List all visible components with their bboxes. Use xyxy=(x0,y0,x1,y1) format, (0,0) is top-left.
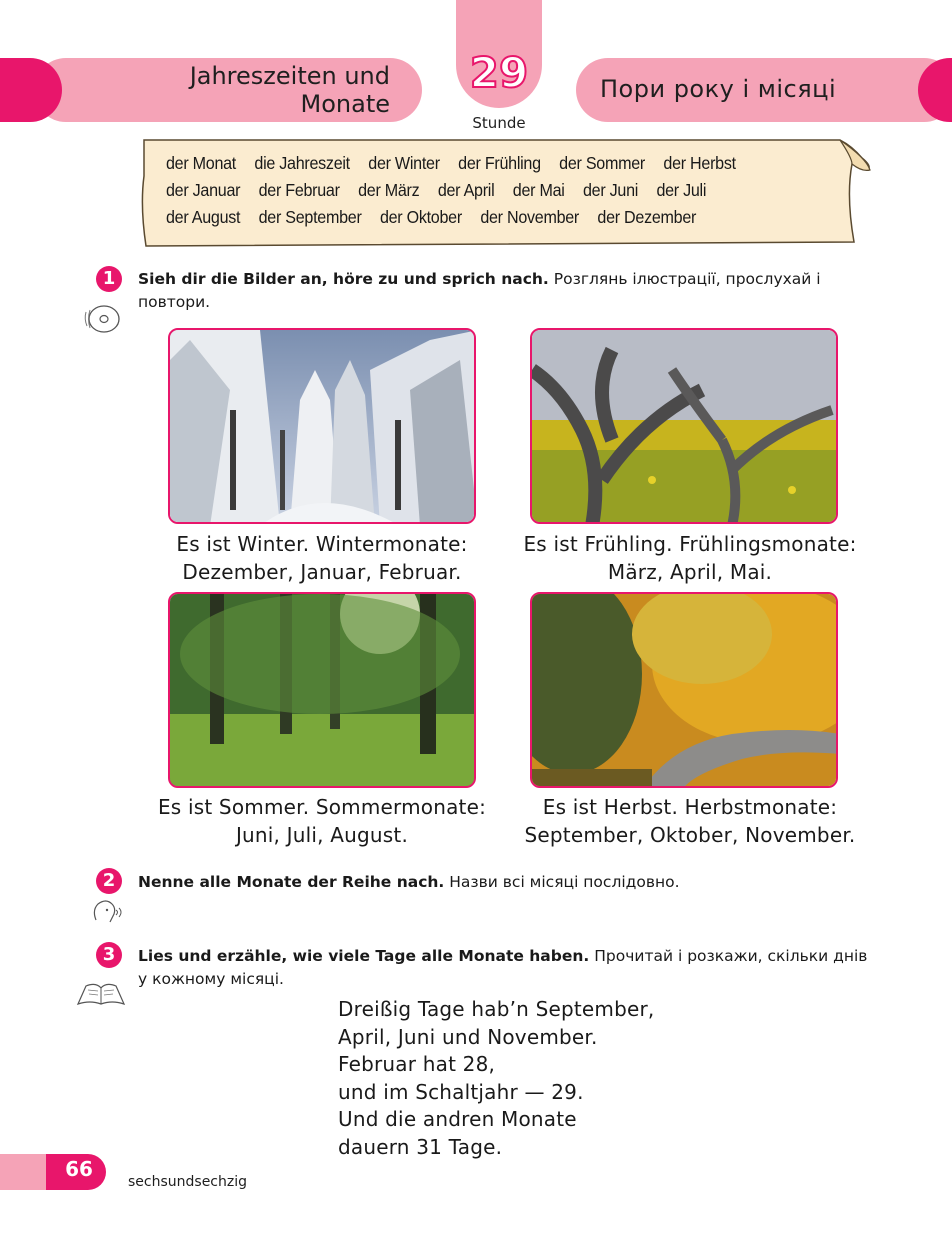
cd-icon[interactable] xyxy=(82,302,124,336)
poem-line: Dreißig Tage hab’n September, xyxy=(338,997,655,1021)
vocab-word: der Juli xyxy=(656,180,707,200)
exercise-1-instruction-de: Sieh dir die Bilder an, höre zu und sprich nach. xyxy=(138,270,549,288)
poem-line: April, Juni und November. xyxy=(338,1024,598,1049)
autumn-photo xyxy=(530,592,838,788)
winter-photo xyxy=(168,328,476,524)
open-book-icon[interactable] xyxy=(76,978,126,1008)
speaking-head-icon[interactable] xyxy=(90,898,124,926)
exercise-2-instruction-uk: Назви всі місяці послідовно. xyxy=(449,873,680,891)
lesson-number: 29 xyxy=(469,48,529,97)
exercise-3-instruction-de: Lies und erzähle, wie viele Tage alle Monate haben. xyxy=(138,947,590,965)
spring-photo xyxy=(530,328,838,524)
vocab-word: der April xyxy=(437,180,495,200)
page-number: 66 xyxy=(65,1157,93,1181)
poem-line: Und die andren Monate xyxy=(338,1107,577,1131)
exercise-3-badge: 3 xyxy=(96,942,122,968)
exercise-1-badge: 1 xyxy=(96,266,122,292)
vocab-word: der Dezember xyxy=(597,207,697,227)
vocab-word: der Juni xyxy=(582,180,639,200)
vocab-word: der Monat xyxy=(166,153,237,173)
exercise-2-instruction xyxy=(138,871,878,894)
lesson-label: Stunde xyxy=(472,114,526,132)
vocab-word: der Herbst xyxy=(663,153,736,173)
vocabulary-row xyxy=(166,177,792,204)
poem-line: und im Schaltjahr — 29. xyxy=(338,1079,584,1104)
poem-line: Februar hat 28, xyxy=(338,1052,496,1076)
poem-line: dauern 31 Tage. xyxy=(338,1134,503,1159)
vocabulary-row xyxy=(166,150,792,177)
vocab-word: der August xyxy=(166,207,241,227)
vocab-word: der Winter xyxy=(368,153,440,173)
vocabulary-scroll xyxy=(140,136,876,250)
vocab-word: der Mai xyxy=(512,180,565,200)
header-left-banner xyxy=(34,58,422,122)
page-title-uk: Пори року і місяці xyxy=(600,75,837,103)
exercise-3-instruction xyxy=(138,945,878,991)
exercise-1-instruction xyxy=(138,268,878,314)
exercise-2-instruction-de: Nenne alle Monate der Reihe nach. xyxy=(138,873,445,891)
vocab-word: der Januar xyxy=(166,180,241,200)
vocab-word: der Oktober xyxy=(379,207,462,227)
summer-photo xyxy=(168,592,476,788)
spring-caption: Es ist Frühling. Frühlingsmonate: März, April, Mai. xyxy=(523,532,857,584)
vocab-word: der März xyxy=(358,180,420,200)
vocab-word: der November xyxy=(480,207,580,227)
vocab-word: der Sommer xyxy=(559,153,646,173)
header-right-banner xyxy=(576,58,952,122)
poem xyxy=(338,996,655,1161)
page-number-word: sechsundsechzig xyxy=(128,1174,248,1190)
summer-caption: Es ist Sommer. Sommermonate: Juni, Juli, August. xyxy=(157,795,487,847)
vocab-word: der Frühling xyxy=(458,153,541,173)
exercise-3-instruction-uk: Прочитай і розкажи, скільки днів у кожному місяці. xyxy=(138,947,868,988)
winter-caption: Es ist Winter. Wintermonate: Dezember, Januar, Februar. xyxy=(176,532,468,584)
vocab-word: die Jahreszeit xyxy=(254,153,350,173)
page-number-pill-accent xyxy=(0,1154,46,1190)
vocab-word: der Februar xyxy=(258,180,340,200)
exercise-1-instruction-uk: Розглянь ілюстрації, прослухай і повтори. xyxy=(138,270,821,311)
vocabulary-row xyxy=(166,204,792,231)
vocab-word: der September xyxy=(258,207,362,227)
page-title-de: Jahreszeiten und Monate xyxy=(189,62,390,118)
vocabulary-list xyxy=(166,150,792,231)
header-left-accent xyxy=(0,58,62,122)
exercise-2-badge: 2 xyxy=(96,868,122,894)
autumn-caption: Es ist Herbst. Herbstmonate: September, Oktober, November. xyxy=(524,795,856,847)
lesson-tab xyxy=(456,0,542,108)
